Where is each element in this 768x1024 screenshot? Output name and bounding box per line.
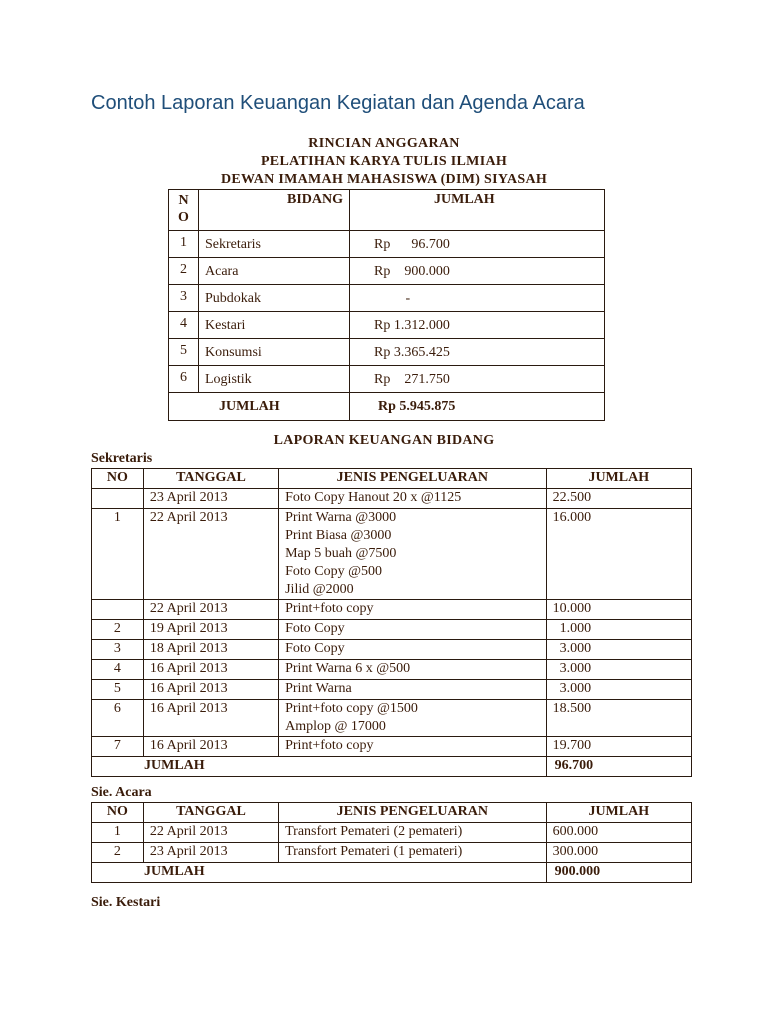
- report-heading: LAPORAN KEUANGAN BIDANG: [273, 433, 495, 448]
- budget-body: [169, 231, 605, 393]
- table-row: [92, 600, 692, 620]
- row-no: 1: [92, 823, 144, 843]
- budget-row-bidang: Sekretaris: [199, 231, 350, 258]
- row-jenis-line: Print Warna @3000: [285, 510, 397, 525]
- row-jenis: [279, 823, 546, 843]
- table-row: [92, 823, 692, 843]
- row-jenis-line: Amplop @ 17000: [285, 719, 386, 734]
- row-jenis: [279, 489, 546, 509]
- row-jumlah: 19.700: [546, 737, 691, 757]
- row-tanggal: 16 April 2013: [143, 700, 278, 737]
- header-no: NO: [92, 803, 144, 823]
- row-no: 1: [92, 509, 144, 600]
- row-jenis-line: Print Biasa @3000: [285, 528, 392, 543]
- budget-row-no: 4: [169, 312, 199, 339]
- budget-row-bidang: Pubdokak: [199, 285, 350, 312]
- table-row: [92, 843, 692, 863]
- row-jenis: [279, 620, 546, 640]
- row-jenis-line: Print+foto copy @1500: [285, 701, 418, 716]
- table-row: [92, 489, 692, 509]
- row-jenis: [279, 509, 546, 600]
- budget-row-jumlah: -: [350, 285, 605, 312]
- row-no: 2: [92, 843, 144, 863]
- row-jumlah: 300.000: [546, 843, 691, 863]
- budget-row: [169, 231, 605, 258]
- budget-heading-line-3: DEWAN IMAMAH MAHASISWA (DIM) SIYASAH: [220, 172, 548, 187]
- budget-row-jumlah: Rp 900.000: [350, 258, 605, 285]
- row-jumlah: 3.000: [546, 640, 691, 660]
- header-tanggal: TANGGAL: [143, 803, 278, 823]
- row-no: 2: [92, 620, 144, 640]
- row-tanggal: 16 April 2013: [143, 660, 278, 680]
- row-jenis-line: Print Warna: [285, 681, 352, 696]
- row-jenis-line: Foto Copy: [285, 621, 345, 636]
- row-jenis: [279, 737, 546, 757]
- budget-total-value: Rp 5.945.875: [350, 393, 605, 421]
- budget-row-no: 2: [169, 258, 199, 285]
- header-jumlah: JUMLAH: [546, 803, 691, 823]
- row-jenis-line: Map 5 buah @7500: [285, 546, 397, 561]
- sekretaris-body: [92, 489, 692, 757]
- row-no: 4: [92, 660, 144, 680]
- header-no: NO: [92, 469, 144, 489]
- row-tanggal: 16 April 2013: [143, 737, 278, 757]
- row-jenis-line: Transfort Pemateri (2 pemateri): [285, 824, 463, 839]
- header-jenis: JENIS PENGELUARAN: [279, 803, 546, 823]
- header-tanggal: TANGGAL: [143, 469, 278, 489]
- row-jenis-line: Foto Copy @500: [285, 564, 383, 579]
- budget-row-bidang: Logistik: [199, 366, 350, 393]
- budget-total-label: JUMLAH: [169, 393, 350, 421]
- row-jumlah: 16.000: [546, 509, 691, 600]
- budget-row: [169, 258, 605, 285]
- sekretaris-header-row: [92, 469, 692, 489]
- table-row: [92, 620, 692, 640]
- budget-row-jumlah: Rp 1.312.000: [350, 312, 605, 339]
- sekretaris-total-label: JUMLAH: [92, 757, 547, 777]
- budget-header-no-line-2: O: [178, 210, 189, 225]
- acara-header-row: [92, 803, 692, 823]
- acara-total-label: JUMLAH: [92, 863, 547, 883]
- sekretaris-total-value: 96.700: [546, 757, 691, 777]
- row-tanggal: 23 April 2013: [143, 843, 278, 863]
- row-no: 7: [92, 737, 144, 757]
- header-jumlah: JUMLAH: [546, 469, 691, 489]
- row-jenis-line: Print+foto copy: [285, 738, 374, 753]
- budget-header-row: [169, 190, 605, 231]
- row-jumlah: 10.000: [546, 600, 691, 620]
- budget-row-jumlah: Rp 271.750: [350, 366, 605, 393]
- row-jenis-line: Foto Copy Hanout 20 x @1125: [285, 490, 462, 505]
- row-jumlah: 600.000: [546, 823, 691, 843]
- budget-row-bidang: Konsumsi: [199, 339, 350, 366]
- row-tanggal: 16 April 2013: [143, 680, 278, 700]
- table-row: [92, 660, 692, 680]
- table-row: [92, 640, 692, 660]
- row-jenis-line: Jilid @2000: [285, 582, 354, 597]
- budget-total-row: [169, 393, 605, 421]
- row-tanggal: 22 April 2013: [143, 823, 278, 843]
- row-jenis: [279, 660, 546, 680]
- row-no: [92, 600, 144, 620]
- acara-total-value: 900.000: [546, 863, 691, 883]
- section-label-acara: Sie. Acara: [91, 785, 152, 800]
- row-no: 6: [92, 700, 144, 737]
- section-label-kestari: Sie. Kestari: [91, 895, 161, 910]
- budget-row-no: 5: [169, 339, 199, 366]
- budget-heading-line-1: RINCIAN ANGGARAN: [308, 136, 460, 151]
- row-tanggal: 22 April 2013: [143, 600, 278, 620]
- budget-heading-line-2: PELATIHAN KARYA TULIS ILMIAH: [260, 154, 508, 169]
- row-jenis: [279, 640, 546, 660]
- row-tanggal: 19 April 2013: [143, 620, 278, 640]
- budget-header-no: [169, 190, 199, 231]
- row-jumlah: 22.500: [546, 489, 691, 509]
- row-jenis: [279, 600, 546, 620]
- row-tanggal: 22 April 2013: [143, 509, 278, 600]
- acara-body: [92, 823, 692, 863]
- budget-row-jumlah: Rp 96.700: [350, 231, 605, 258]
- row-jumlah: 18.500: [546, 700, 691, 737]
- budget-row-bidang: Acara: [199, 258, 350, 285]
- row-tanggal: 18 April 2013: [143, 640, 278, 660]
- row-jenis-line: Print Warna 6 x @500: [285, 661, 411, 676]
- budget-row: [169, 312, 605, 339]
- row-jenis: [279, 680, 546, 700]
- row-jumlah: 3.000: [546, 660, 691, 680]
- budget-row-no: 6: [169, 366, 199, 393]
- row-no: 3: [92, 640, 144, 660]
- row-no: [92, 489, 144, 509]
- section-label-sekretaris: Sekretaris: [91, 451, 153, 466]
- row-jumlah: 1.000: [546, 620, 691, 640]
- budget-header-bidang: BIDANG: [199, 190, 350, 231]
- budget-row-jumlah: Rp 3.365.425: [350, 339, 605, 366]
- document-title: Contoh Laporan Keuangan Kegiatan dan Agenda Acara: [91, 92, 585, 114]
- budget-row: [169, 339, 605, 366]
- table-row: [92, 680, 692, 700]
- row-jenis: [279, 700, 546, 737]
- row-jenis-line: Foto Copy: [285, 641, 345, 656]
- sekretaris-total-row: [92, 757, 692, 777]
- row-jenis-line: Transfort Pemateri (1 pemateri): [285, 844, 463, 859]
- budget-row-no: 3: [169, 285, 199, 312]
- budget-table: [168, 189, 605, 421]
- row-jenis-line: Print+foto copy: [285, 601, 374, 616]
- budget-row: [169, 366, 605, 393]
- row-jumlah: 3.000: [546, 680, 691, 700]
- budget-header-no-line-1: N: [178, 193, 189, 208]
- budget-row-no: 1: [169, 231, 199, 258]
- header-jenis: JENIS PENGELUARAN: [279, 469, 546, 489]
- budget-row: [169, 285, 605, 312]
- acara-table: [91, 802, 692, 883]
- budget-row-bidang: Kestari: [199, 312, 350, 339]
- table-row: [92, 700, 692, 737]
- table-row: [92, 509, 692, 600]
- table-row: [92, 737, 692, 757]
- row-jenis: [279, 843, 546, 863]
- budget-header-jumlah: JUMLAH: [350, 190, 605, 231]
- acara-total-row: [92, 863, 692, 883]
- row-tanggal: 23 April 2013: [143, 489, 278, 509]
- row-no: 5: [92, 680, 144, 700]
- sekretaris-table: [91, 468, 692, 777]
